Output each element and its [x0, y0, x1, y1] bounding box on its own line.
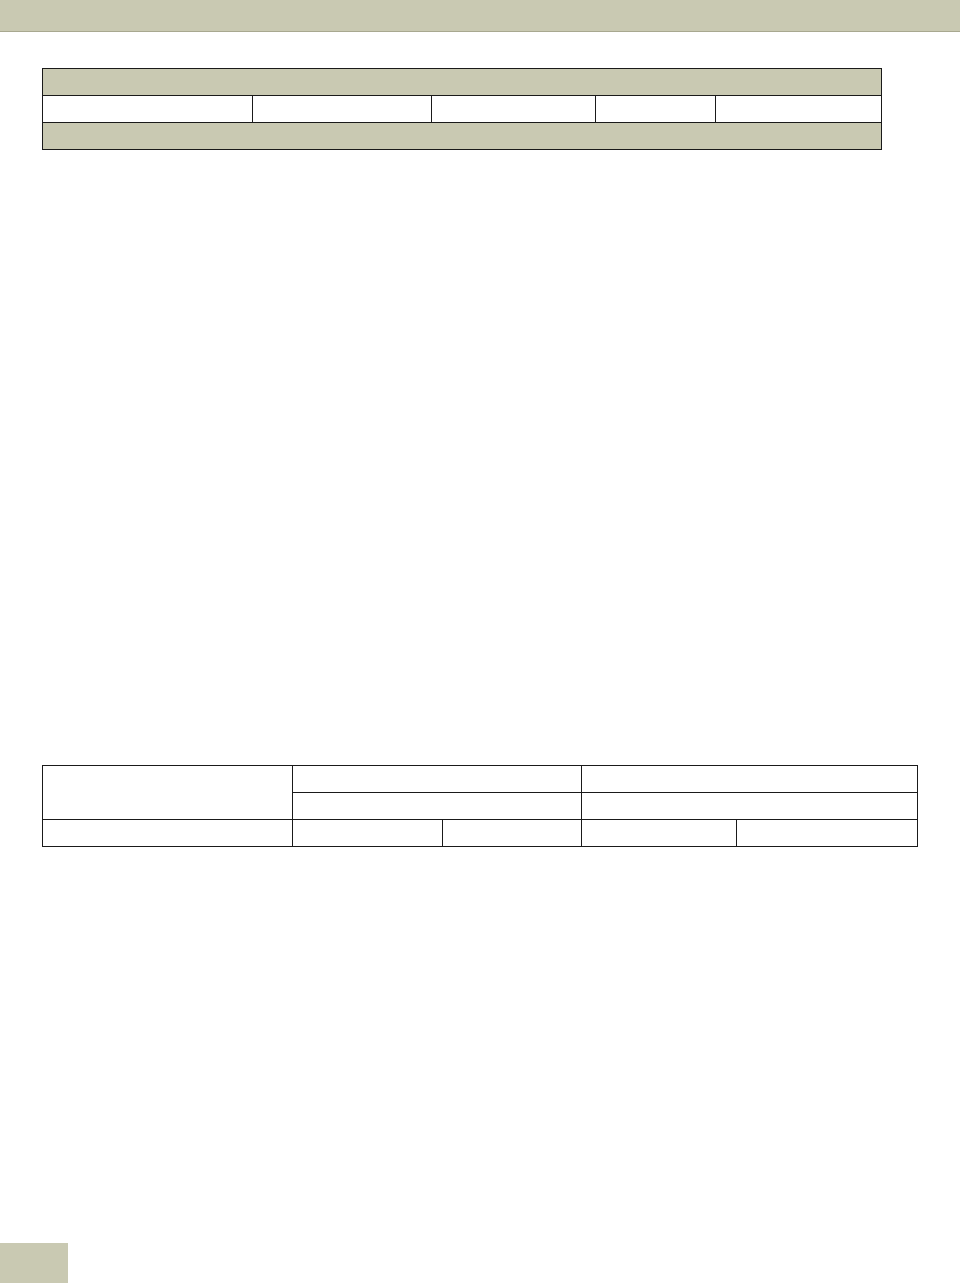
header-model	[43, 766, 293, 820]
header-max-force	[582, 766, 918, 793]
header-stiffness	[292, 766, 582, 793]
page-footer	[0, 1243, 960, 1283]
header-k-maxcc	[737, 819, 918, 846]
header-stiffness-unit	[292, 792, 582, 819]
header-type	[43, 819, 293, 846]
axis-y-label	[431, 95, 596, 122]
axes-header-row	[43, 95, 882, 122]
material-properties-table	[42, 68, 882, 150]
stiffness-results-table	[42, 765, 918, 847]
header-force-unit	[582, 792, 918, 819]
axis-z-label	[596, 95, 716, 122]
axis-x-label	[252, 95, 431, 122]
section-steel-staple	[43, 122, 882, 149]
section-anisotropic-hardening	[43, 69, 882, 96]
running-header	[0, 0, 960, 32]
header-maxcc	[292, 819, 442, 846]
header-f-din	[442, 819, 582, 846]
header-max-ansys	[582, 819, 737, 846]
footer-side-bar	[0, 1243, 68, 1283]
